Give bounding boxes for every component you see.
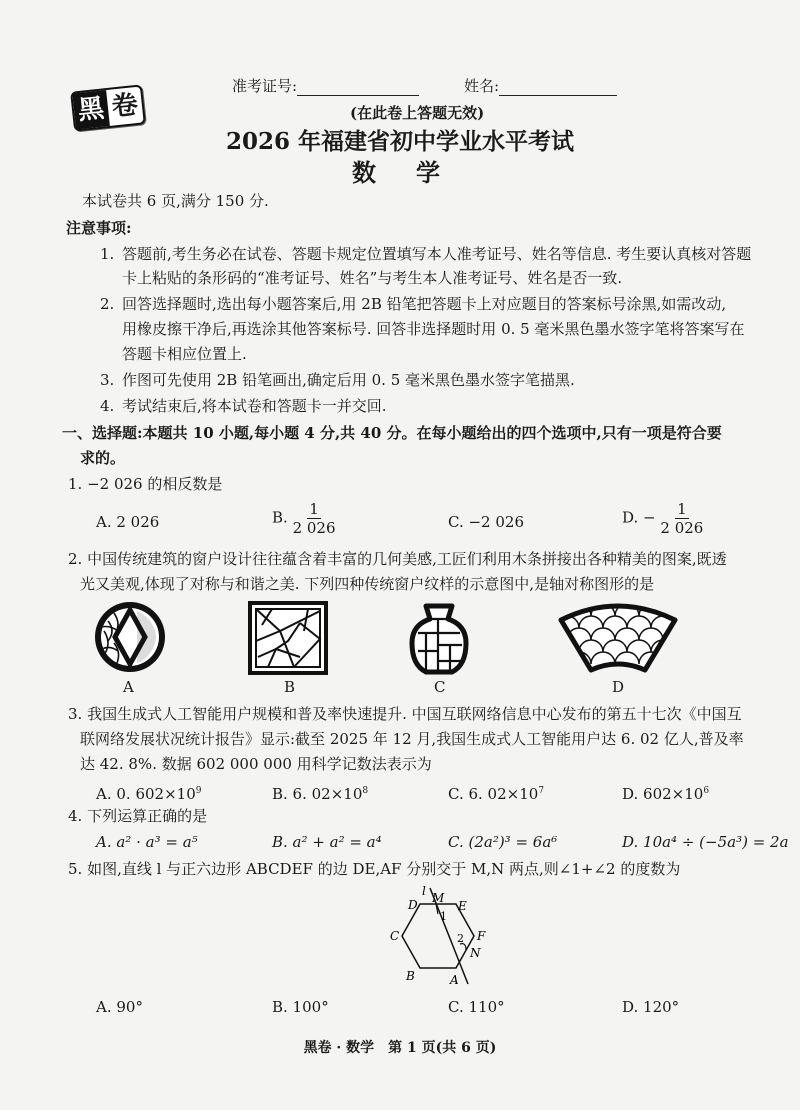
q1-option-d-label: D. − xyxy=(622,508,656,527)
q1-d-denominator: 2 026 xyxy=(660,519,704,537)
q5-label-f: F xyxy=(477,929,486,943)
q5-label-n: N xyxy=(470,946,481,960)
q5-option-c: C. 110° xyxy=(448,998,505,1016)
q2-window-a-figure xyxy=(94,601,166,673)
notice-2-line2: 用橡皮擦干净后,再选涂其他答案标号. 回答非选择题时用 0. 5 毫米黑色墨水签字笔将答案写在 xyxy=(122,320,745,338)
q1-option-b-label: B. xyxy=(272,508,288,527)
q5-hexagon-figure xyxy=(380,884,500,994)
stamp-char-1: 黑 xyxy=(72,90,110,129)
q4-stem: 4. 下列运算正确的是 xyxy=(68,807,208,825)
q1-option-d xyxy=(622,500,703,537)
stamp-char-2: 卷 xyxy=(110,89,140,123)
section-1-line2: 求的。 xyxy=(80,449,126,467)
q5-label-e: E xyxy=(458,899,467,913)
exam-id-blank xyxy=(297,79,419,96)
name-label: 姓名: xyxy=(464,77,500,95)
q2-window-b-figure xyxy=(248,601,328,675)
q3-d-text: D. 602×10 xyxy=(622,785,704,803)
page-footer: 黑卷 · 数学 第 1 页(共 6 页) xyxy=(303,1040,497,1056)
q1-option-c: C. −2 026 xyxy=(448,513,524,531)
q5-label-a: A xyxy=(450,973,459,987)
q3-line2: 联网络发展状况统计报告》显示:截至 2025 年 12 月,我国生成式人工智能用户达 6. 02 亿人,普及率 xyxy=(80,730,744,748)
q5-label-m: M xyxy=(432,891,445,905)
q1-option-b xyxy=(272,500,336,537)
q3-option-a xyxy=(96,781,201,804)
answer-invalid-note: (在此卷上答题无效) xyxy=(350,104,485,122)
notice-4-line1: 考试结束后,将本试卷和答题卡一并交回. xyxy=(122,397,387,415)
notice-2-line3: 答题卡相应位置上. xyxy=(122,345,247,363)
q5-label-d: D xyxy=(408,898,418,912)
q5-label-l: l xyxy=(422,884,426,898)
exam-id-label: 准考证号: xyxy=(232,77,298,95)
q3-line1: 3. 我国生成式人工智能用户规模和普及率快速提升. 中国互联网络信息中心发布的第五十七次《中国互 xyxy=(68,705,742,723)
q2-label-a: A xyxy=(123,678,134,696)
q1-b-numerator: 1 xyxy=(309,500,319,518)
q3-c-exp: 7 xyxy=(538,786,545,796)
q4-option-d: D. 10a⁴ ÷ (−5a³) = 2a xyxy=(622,833,789,851)
heijuan-stamp xyxy=(70,84,146,131)
q5-stem: 5. 如图,直线 l 与正六边形 ABCDEF 的边 DE,AF 分别交于 M,N 两点,则∠1+∠2 的度数为 xyxy=(68,860,681,878)
q1-option-b-fraction xyxy=(293,500,336,537)
q5-label-2: 2 xyxy=(457,932,464,945)
q4-option-a: A. a² · a³ = a⁵ xyxy=(96,833,198,851)
q4-option-c: C. (2a²)³ = 6a⁶ xyxy=(448,833,558,851)
q5-label-b: B xyxy=(406,969,415,983)
section-1-line1: 一、选择题:本题共 10 小题,每小题 4 分,共 40 分。在每小题给出的四个选项中,只有一项是符合要 xyxy=(62,424,722,442)
notice-heading: 注意事项: xyxy=(66,219,132,237)
exam-id-field xyxy=(232,76,419,96)
q1-d-numerator: 1 xyxy=(677,500,687,518)
q1-stem: 1. −2 026 的相反数是 xyxy=(68,475,223,493)
q2-label-c: C xyxy=(434,678,446,696)
intro-text: 本试卷共 6 页,满分 150 分. xyxy=(82,192,269,210)
notice-1-line1: 答题前,考生务必在试卷、答题卡规定位置填写本人准考证号、姓名等信息. 考生要认真核对答题 xyxy=(122,245,752,263)
subject-title: 数 学 xyxy=(352,158,448,187)
q3-line3: 达 42. 8%. 数据 602 000 000 用科学记数法表示为 xyxy=(80,755,432,773)
q3-option-d xyxy=(622,781,709,804)
q3-a-exp: 9 xyxy=(195,786,202,796)
q3-a-text: A. 0. 602×10 xyxy=(96,785,196,803)
notice-3-line1: 作图可先使用 2B 铅笔画出,确定后用 0. 5 毫米黑色墨水签字笔描黑. xyxy=(122,371,575,389)
q2-line1: 2. 中国传统建筑的窗户设计往往蕴含着丰富的几何美感,工匠们利用木条拼接出各种精美的图案,既透 xyxy=(68,550,727,568)
notice-3-num: 3. xyxy=(100,371,115,389)
q2-window-d-figure xyxy=(555,598,681,676)
q3-option-c xyxy=(448,781,544,804)
q2-label-b: B xyxy=(284,678,296,696)
q2-label-d: D xyxy=(612,678,625,696)
notice-2-line1: 回答选择题时,选出每小题答案后,用 2B 铅笔把答题卡上对应题目的答案标号涂黑,如需改动, xyxy=(122,295,727,313)
q2-window-c-figure xyxy=(408,603,470,675)
notice-1-num: 1. xyxy=(100,245,115,263)
q3-d-exp: 6 xyxy=(703,786,710,796)
q3-option-b xyxy=(272,781,368,804)
notice-4-num: 4. xyxy=(100,397,115,415)
q2-line2: 光又美观,体现了对称与和谐之美. 下列四种传统窗户纹样的示意图中,是轴对称图形的是 xyxy=(80,575,655,593)
q5-option-d: D. 120° xyxy=(622,998,680,1016)
q4-option-b: B. a² + a² = a⁴ xyxy=(272,833,382,851)
notice-2-num: 2. xyxy=(100,295,115,313)
q3-c-text: C. 6. 02×10 xyxy=(448,785,539,803)
q1-b-denominator: 2 026 xyxy=(292,519,336,537)
q3-b-exp: 8 xyxy=(362,786,369,796)
q1-option-a: A. 2 026 xyxy=(96,513,160,531)
name-blank xyxy=(499,79,617,96)
q5-option-a: A. 90° xyxy=(96,998,143,1016)
q1-option-d-fraction xyxy=(660,500,703,537)
exam-title: 2026 年福建省初中学业水平考试 xyxy=(225,128,575,155)
q5-option-b: B. 100° xyxy=(272,998,329,1016)
q3-b-text: B. 6. 02×10 xyxy=(272,785,363,803)
name-field xyxy=(464,76,617,96)
q5-label-1: 1 xyxy=(440,910,447,923)
notice-1-line2: 卡上粘贴的条形码的“准考证号、姓名”与考生本人准考证号、姓名是否一致. xyxy=(122,269,623,287)
q5-label-c: C xyxy=(390,929,400,943)
